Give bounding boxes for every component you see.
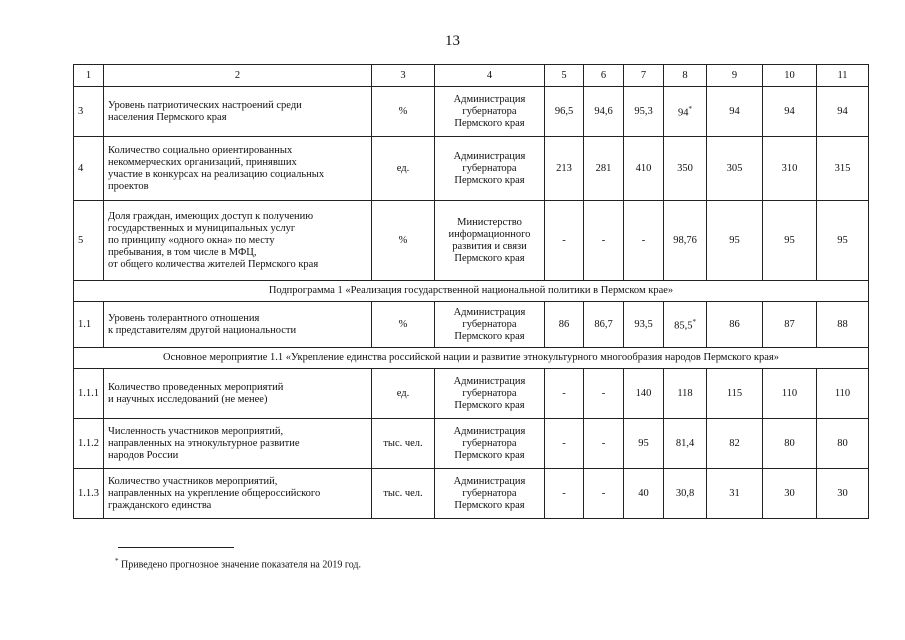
value-col-7: 95,3 bbox=[624, 87, 664, 137]
indicator-name-line: Количество социально ориентированных bbox=[108, 144, 293, 156]
indicator-name-line: проектов bbox=[108, 180, 149, 192]
row-number: 1.1 bbox=[74, 302, 104, 348]
responsible-org-line: губернатора bbox=[462, 437, 517, 449]
indicator-name bbox=[104, 87, 372, 137]
value-col-8-number: 350 bbox=[677, 162, 693, 174]
value-col-8 bbox=[664, 419, 707, 469]
header-cell: 7 bbox=[624, 65, 664, 87]
value-col-6: 94,6 bbox=[584, 87, 624, 137]
value-col-11: 95 bbox=[817, 201, 869, 281]
header-cell: 2 bbox=[104, 65, 372, 87]
section-row bbox=[74, 281, 869, 302]
responsible-org-line: Администрация bbox=[453, 375, 526, 387]
header-cell: 11 bbox=[817, 65, 869, 87]
value-col-8-number: 85,5 bbox=[674, 320, 693, 332]
indicator-name-line: Уровень патриотических настроений среди bbox=[108, 99, 302, 111]
responsible-org bbox=[435, 302, 545, 348]
indicators-table bbox=[73, 64, 869, 519]
responsible-org-line: губернатора bbox=[462, 105, 517, 117]
table-row bbox=[74, 302, 869, 348]
indicator-name-line: по принципу «одного окна» по месту bbox=[108, 234, 275, 246]
responsible-org bbox=[435, 137, 545, 201]
responsible-org-line: губернатора bbox=[462, 318, 517, 330]
indicator-name-line: Количество проведенных мероприятий bbox=[108, 381, 284, 393]
section-title: Основное мероприятие 1.1 «Укрепление единства российской нации и развитие этнокультурного многообразия народов Пермского края» bbox=[74, 348, 869, 369]
indicator-name bbox=[104, 369, 372, 419]
value-col-10: 110 bbox=[763, 369, 817, 419]
value-col-11: 110 bbox=[817, 369, 869, 419]
footnote-mark: * bbox=[115, 557, 119, 565]
responsible-org-line: Пермского края bbox=[454, 252, 525, 264]
row-number: 3 bbox=[74, 87, 104, 137]
value-col-7: 40 bbox=[624, 469, 664, 519]
indicator-name-line: направленных на этнокультурное развитие bbox=[108, 437, 300, 449]
header-cell: 6 bbox=[584, 65, 624, 87]
value-col-8-number: 118 bbox=[677, 387, 693, 399]
footnote-separator bbox=[118, 547, 234, 548]
indicator-name-line: направленных на укрепление общероссийского bbox=[108, 487, 321, 499]
value-col-5: - bbox=[545, 419, 584, 469]
value-col-9: 86 bbox=[707, 302, 763, 348]
responsible-org-line: Администрация bbox=[453, 475, 526, 487]
forecast-mark: * bbox=[692, 318, 696, 327]
value-col-9: 305 bbox=[707, 137, 763, 201]
responsible-org-line: губернатора bbox=[462, 487, 517, 499]
value-col-7: 93,5 bbox=[624, 302, 664, 348]
table-row bbox=[74, 87, 869, 137]
indicator-name-line: участие в конкурсах на реализацию социальных bbox=[108, 168, 325, 180]
forecast-mark: * bbox=[688, 105, 692, 114]
indicator-name-line: гражданского единства bbox=[108, 499, 212, 511]
value-col-11: 315 bbox=[817, 137, 869, 201]
responsible-org-line: Министерство bbox=[457, 216, 522, 228]
header-cell: 8 bbox=[664, 65, 707, 87]
value-col-7: 410 bbox=[624, 137, 664, 201]
value-col-7: 140 bbox=[624, 369, 664, 419]
value-col-8 bbox=[664, 469, 707, 519]
responsible-org bbox=[435, 201, 545, 281]
indicator-name-line: Численность участников мероприятий, bbox=[108, 425, 284, 437]
value-col-8 bbox=[664, 201, 707, 281]
value-col-5: - bbox=[545, 201, 584, 281]
value-col-10: 87 bbox=[763, 302, 817, 348]
value-col-11: 94 bbox=[817, 87, 869, 137]
indicator-name-line: государственных и муниципальных услуг bbox=[108, 222, 296, 234]
value-col-6: - bbox=[584, 369, 624, 419]
value-col-10: 80 bbox=[763, 419, 817, 469]
unit: тыс. чел. bbox=[372, 419, 435, 469]
indicator-name-line: некоммерческих организаций, принявших bbox=[108, 156, 297, 168]
page-number: 13 bbox=[445, 33, 460, 49]
responsible-org-line: Пермского края bbox=[454, 499, 525, 511]
unit: % bbox=[372, 87, 435, 137]
row-number: 1.1.2 bbox=[74, 419, 104, 469]
row-number: 1.1.3 bbox=[74, 469, 104, 519]
value-col-5: - bbox=[545, 369, 584, 419]
value-col-8-number: 98,76 bbox=[673, 234, 697, 246]
section-row bbox=[74, 348, 869, 369]
indicator-name-line: от общего количества жителей Пермского края bbox=[108, 258, 319, 270]
indicator-name bbox=[104, 469, 372, 519]
value-col-5: 213 bbox=[545, 137, 584, 201]
value-col-10: 95 bbox=[763, 201, 817, 281]
value-col-8-number: 30,8 bbox=[675, 487, 695, 499]
responsible-org bbox=[435, 369, 545, 419]
value-col-6: 281 bbox=[584, 137, 624, 201]
indicator-name bbox=[104, 419, 372, 469]
value-col-9: 115 bbox=[707, 369, 763, 419]
row-number: 5 bbox=[74, 201, 104, 281]
responsible-org-line: Пермского края bbox=[454, 449, 525, 461]
indicator-name bbox=[104, 302, 372, 348]
responsible-org-line: Администрация bbox=[453, 306, 526, 318]
responsible-org-line: Пермского края bbox=[454, 330, 525, 342]
responsible-org-line: Администрация bbox=[453, 425, 526, 437]
value-col-7: 95 bbox=[624, 419, 664, 469]
responsible-org bbox=[435, 419, 545, 469]
value-col-6: 86,7 bbox=[584, 302, 624, 348]
value-col-5: 96,5 bbox=[545, 87, 584, 137]
responsible-org-line: губернатора bbox=[462, 387, 517, 399]
value-col-8-number: 81,4 bbox=[675, 437, 695, 449]
indicator-name-line: Доля граждан, имеющих доступ к получению bbox=[108, 210, 314, 222]
table-row bbox=[74, 419, 869, 469]
value-col-9: 94 bbox=[707, 87, 763, 137]
header-cell: 9 bbox=[707, 65, 763, 87]
header-cell: 5 bbox=[545, 65, 584, 87]
table-row bbox=[74, 369, 869, 419]
table-row bbox=[74, 469, 869, 519]
responsible-org-line: развития и связи bbox=[452, 240, 527, 252]
value-col-6: - bbox=[584, 419, 624, 469]
header-row bbox=[74, 65, 869, 87]
responsible-org-line: Пермского края bbox=[454, 117, 525, 129]
value-col-8-number: 94 bbox=[678, 107, 689, 119]
footnote bbox=[115, 557, 361, 570]
value-col-8 bbox=[664, 137, 707, 201]
indicator-name-line: народов России bbox=[108, 449, 179, 461]
value-col-11: 80 bbox=[817, 419, 869, 469]
indicator-name-line: к представителям другой национальности bbox=[108, 324, 297, 336]
row-number: 1.1.1 bbox=[74, 369, 104, 419]
value-col-10: 94 bbox=[763, 87, 817, 137]
indicator-name-line: Уровень толерантного отношения bbox=[108, 312, 260, 324]
indicator-name bbox=[104, 201, 372, 281]
table-row bbox=[74, 137, 869, 201]
footnote-text: Приведено прогнозное значение показателя на 2019 год. bbox=[118, 559, 362, 571]
value-col-9: 82 bbox=[707, 419, 763, 469]
responsible-org-line: Пермского края bbox=[454, 174, 525, 186]
value-col-10: 310 bbox=[763, 137, 817, 201]
responsible-org-line: Пермского края bbox=[454, 399, 525, 411]
unit: % bbox=[372, 201, 435, 281]
responsible-org-line: Администрация bbox=[453, 150, 526, 162]
value-col-6: - bbox=[584, 201, 624, 281]
indicator-name-line: Количество участников мероприятий, bbox=[108, 475, 278, 487]
section-title: Подпрограмма 1 «Реализация государственной национальной политики в Пермском крае» bbox=[74, 281, 869, 302]
value-col-9: 95 bbox=[707, 201, 763, 281]
row-number: 4 bbox=[74, 137, 104, 201]
value-col-10: 30 bbox=[763, 469, 817, 519]
responsible-org bbox=[435, 87, 545, 137]
value-col-8 bbox=[664, 302, 707, 348]
header-cell: 3 bbox=[372, 65, 435, 87]
value-col-8 bbox=[664, 369, 707, 419]
unit: ед. bbox=[372, 369, 435, 419]
responsible-org bbox=[435, 469, 545, 519]
indicator-name bbox=[104, 137, 372, 201]
responsible-org-line: губернатора bbox=[462, 162, 517, 174]
unit: тыс. чел. bbox=[372, 469, 435, 519]
indicator-name-line: населения Пермского края bbox=[108, 111, 227, 123]
value-col-5: - bbox=[545, 469, 584, 519]
indicator-name-line: пребывания, в том числе в МФЦ, bbox=[108, 246, 257, 258]
value-col-8 bbox=[664, 87, 707, 137]
responsible-org-line: информационного bbox=[448, 228, 531, 240]
value-col-9: 31 bbox=[707, 469, 763, 519]
header-cell: 4 bbox=[435, 65, 545, 87]
indicator-name-line: и научных исследований (не менее) bbox=[108, 393, 268, 405]
responsible-org-line: Администрация bbox=[453, 93, 526, 105]
unit: % bbox=[372, 302, 435, 348]
header-cell: 1 bbox=[74, 65, 104, 87]
unit: ед. bbox=[372, 137, 435, 201]
value-col-6: - bbox=[584, 469, 624, 519]
value-col-7: - bbox=[624, 201, 664, 281]
value-col-11: 30 bbox=[817, 469, 869, 519]
value-col-11: 88 bbox=[817, 302, 869, 348]
value-col-5: 86 bbox=[545, 302, 584, 348]
header-cell: 10 bbox=[763, 65, 817, 87]
table-row bbox=[74, 201, 869, 281]
